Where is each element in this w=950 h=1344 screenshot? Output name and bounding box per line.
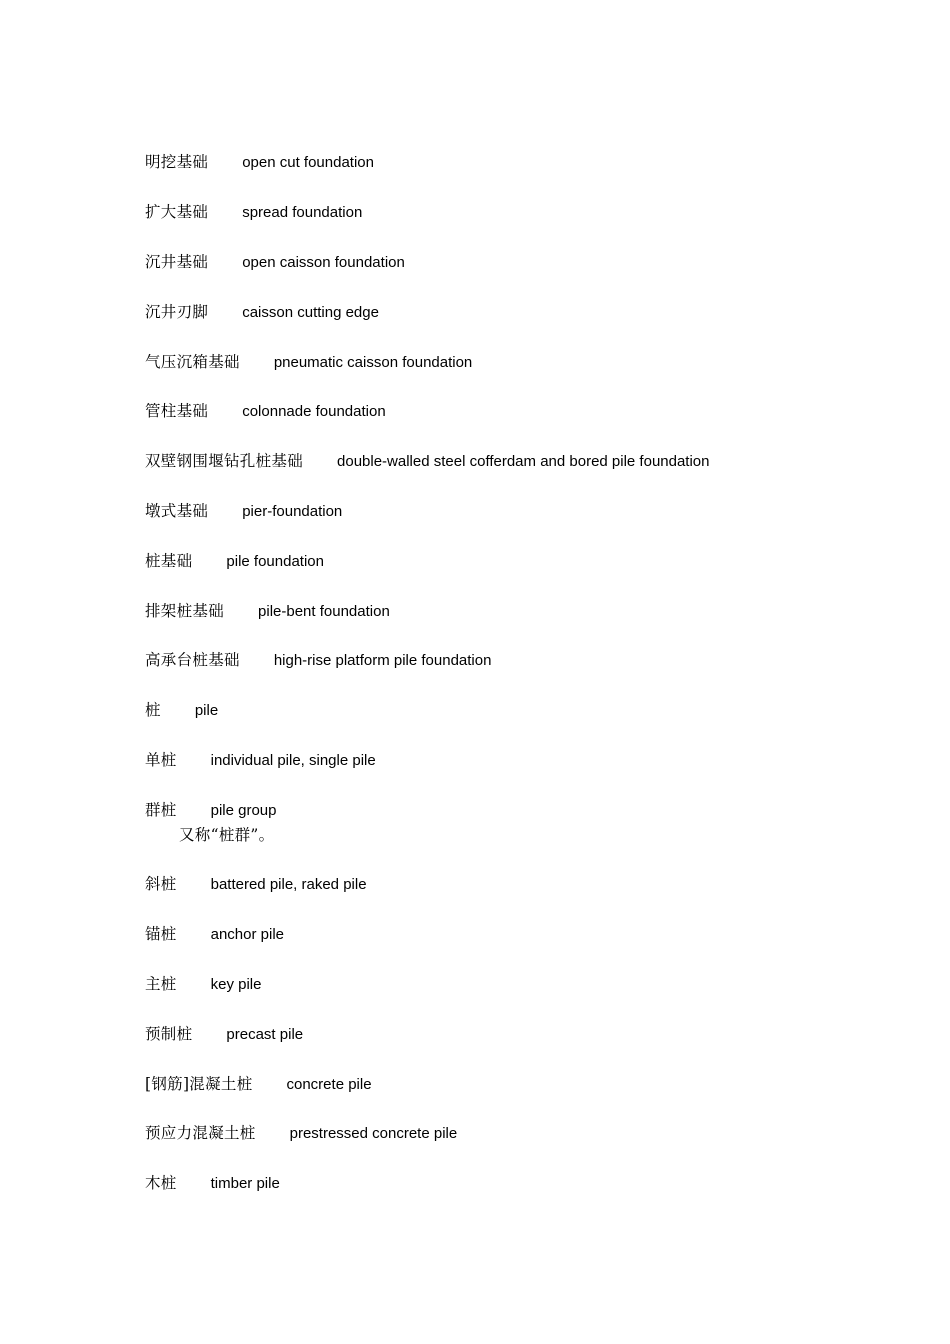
term-english: pneumatic caisson foundation bbox=[273, 354, 473, 371]
term-entry bbox=[145, 350, 472, 372]
term-entry bbox=[145, 1022, 303, 1044]
term-entry bbox=[145, 922, 284, 944]
term-english: precast pile bbox=[226, 1026, 304, 1043]
term-english: battered pile, raked pile bbox=[210, 876, 367, 893]
term-chinese: [钢筋]混凝土桩 bbox=[145, 1075, 253, 1093]
term-chinese: 排架桩基础 bbox=[145, 602, 225, 620]
term-english: spread foundation bbox=[242, 204, 363, 221]
term-english: key pile bbox=[210, 976, 262, 993]
term-chinese: 沉井刃脚 bbox=[145, 303, 209, 321]
term-chinese: 墩式基础 bbox=[145, 502, 209, 520]
term-entry bbox=[145, 872, 367, 894]
term-english: double-walled steel cofferdam and bored pile foundation bbox=[337, 453, 710, 470]
term-entry bbox=[145, 798, 277, 820]
term-entry bbox=[145, 549, 324, 571]
term-chinese: 锚桩 bbox=[145, 925, 177, 943]
term-chinese: 群桩 bbox=[145, 801, 177, 819]
term-english: concrete pile bbox=[286, 1076, 372, 1093]
term-chinese: 预应力混凝土桩 bbox=[145, 1124, 256, 1142]
term-chinese: 预制桩 bbox=[145, 1025, 193, 1043]
term-chinese: 木桩 bbox=[145, 1174, 177, 1192]
term-english: caisson cutting edge bbox=[242, 304, 379, 321]
term-entry bbox=[145, 250, 405, 272]
term-english: pile bbox=[194, 702, 219, 719]
term-entry bbox=[145, 972, 261, 994]
term-english: open caisson foundation bbox=[242, 254, 405, 271]
term-entry bbox=[145, 1121, 457, 1143]
term-chinese: 沉井基础 bbox=[145, 253, 209, 271]
term-chinese: 高承台桩基础 bbox=[145, 651, 240, 669]
term-entry bbox=[145, 648, 491, 670]
term-entry bbox=[145, 399, 386, 421]
term-english: high-rise platform pile foundation bbox=[273, 652, 492, 669]
term-entry bbox=[145, 748, 376, 770]
term-entry bbox=[145, 698, 218, 720]
term-entry bbox=[145, 1171, 280, 1193]
term-english: prestressed concrete pile bbox=[289, 1125, 458, 1142]
term-chinese: 气压沉箱基础 bbox=[145, 353, 240, 371]
term-entry bbox=[145, 1072, 372, 1094]
term-entry bbox=[145, 200, 362, 222]
term-chinese: 双壁钢围堰钻孔桩基础 bbox=[145, 452, 304, 470]
term-chinese: 扩大基础 bbox=[145, 203, 209, 221]
term-entry bbox=[145, 300, 379, 322]
term-chinese: 管柱基础 bbox=[145, 402, 209, 420]
term-english: pile foundation bbox=[226, 553, 324, 570]
term-entry bbox=[145, 449, 710, 471]
term-note: 又称“桩群”。 bbox=[179, 826, 275, 844]
term-entry bbox=[145, 599, 390, 621]
term-chinese: 桩基础 bbox=[145, 552, 193, 570]
term-english: anchor pile bbox=[210, 926, 284, 943]
term-chinese: 单桩 bbox=[145, 751, 177, 769]
term-chinese: 桩 bbox=[145, 701, 161, 719]
term-chinese: 斜桩 bbox=[145, 875, 177, 893]
term-english: colonnade foundation bbox=[242, 403, 386, 420]
term-english: timber pile bbox=[210, 1175, 280, 1192]
term-chinese: 主桩 bbox=[145, 975, 177, 993]
term-english: pier-foundation bbox=[242, 503, 343, 520]
term-entry bbox=[145, 499, 342, 521]
term-chinese: 明挖基础 bbox=[145, 153, 209, 171]
term-english: pile-bent foundation bbox=[258, 603, 390, 620]
term-entry bbox=[145, 150, 374, 172]
term-english: individual pile, single pile bbox=[210, 752, 376, 769]
term-english: pile group bbox=[210, 802, 277, 819]
term-english: open cut foundation bbox=[242, 154, 374, 171]
